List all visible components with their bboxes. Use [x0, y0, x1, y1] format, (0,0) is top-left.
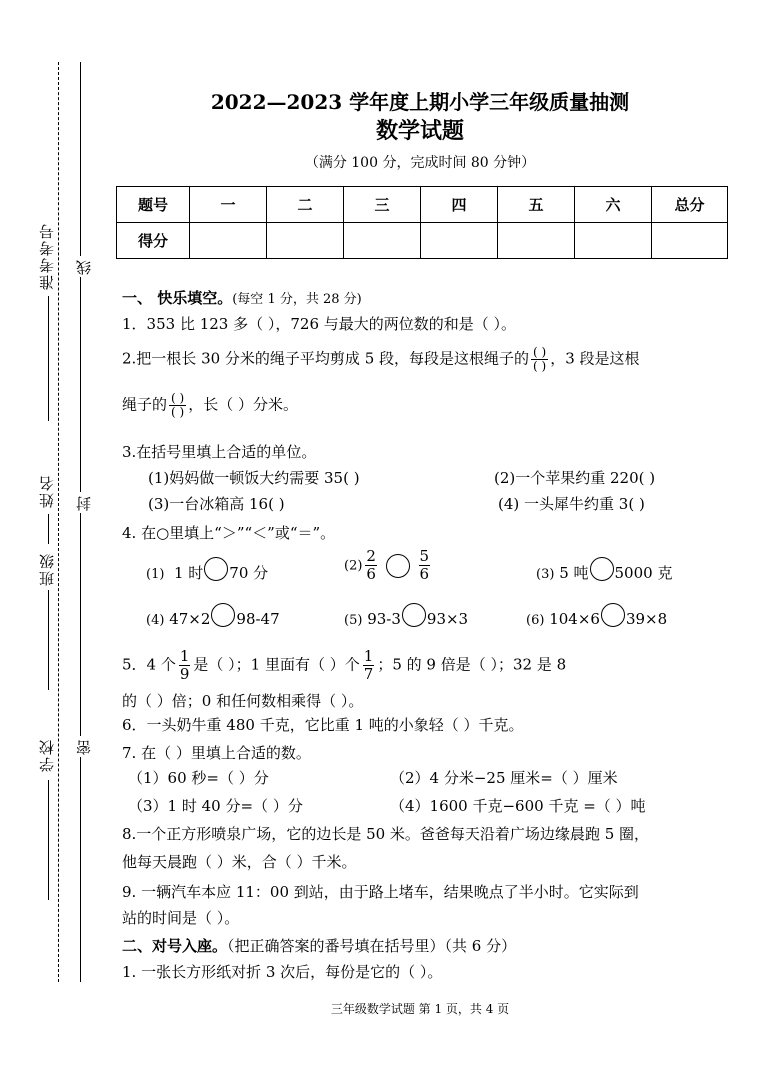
q4-2-n2: 5: [419, 547, 430, 565]
exam-id-underline: [48, 296, 49, 421]
q7-1: （1）60 秒=（ ）分: [128, 769, 269, 787]
compare-circle[interactable]: [204, 557, 228, 581]
q2-frac1-num: ( ): [533, 345, 547, 359]
seal-seal-char: 封: [75, 494, 93, 511]
q4-6: [526, 608, 667, 632]
score-table: [116, 186, 728, 259]
seal-line-char: 线: [75, 258, 93, 275]
q4-5-right: 93×3: [426, 610, 469, 628]
score-cell-label: 题号: [117, 187, 190, 223]
exam-note: （满分 100 分，完成时间 80 分钟）: [304, 155, 536, 171]
score-row-label: 得分: [117, 223, 190, 259]
score-input-6[interactable]: [575, 223, 652, 259]
q7: 7. 在（ ）里填上合适的数。: [122, 744, 311, 762]
score-cell-5: 五: [498, 187, 575, 223]
q5-f1-num: 1: [179, 647, 190, 665]
q4-2-fraction-left: [365, 548, 377, 583]
q2-frac2-num: ( ): [171, 391, 185, 405]
score-input-total[interactable]: [652, 223, 728, 259]
q9-line2: 站的时间是（ ）。: [122, 909, 240, 927]
q4: 4. 在○里填上“＞”“＜”或“＝”。: [122, 524, 336, 542]
q4-2-n1: 2: [366, 547, 376, 565]
binding-solid-line: [80, 62, 81, 982]
compare-circle[interactable]: [590, 557, 614, 581]
score-cell-4: 四: [421, 187, 498, 223]
q6: 6．一头奶牛重 480 千克，它比重 1 吨的小象轻（ ）千克。: [122, 716, 524, 734]
page-footer: 三年级数学试题 第 1 页，共 4 页: [330, 1002, 510, 1016]
q5-fraction-1: [179, 648, 191, 683]
section2-title: [122, 935, 516, 956]
exam-title: 2022—2023 学年度上期小学三年级质量抽测: [210, 90, 630, 114]
q7-2: （2）4 分米−25 厘米=（ ）厘米: [390, 769, 618, 787]
score-input-3[interactable]: [344, 223, 421, 259]
q4-2-fraction-right: [419, 548, 431, 583]
exam-subject: 数学试题: [375, 118, 464, 144]
score-cell-1: 一: [190, 187, 267, 223]
q2-text-d: ，长（ ）分米。: [188, 395, 298, 414]
score-input-2[interactable]: [267, 223, 344, 259]
section2-points: （把正确答案的番号填在括号里）（共 6 分）: [227, 937, 517, 955]
q5-fraction-2: [363, 648, 375, 683]
q5-text-c: ；5 的 9 倍是（ ）；32 是 8: [377, 655, 567, 674]
compare-circle[interactable]: [601, 603, 625, 627]
name-underline: [48, 514, 49, 544]
q3-2: (2)一个苹果约重 220( ): [494, 469, 656, 487]
q4-5-label: (5): [344, 613, 363, 628]
q4-1-left: 1 时: [173, 564, 204, 582]
q3-4: (4) 一头犀牛约重 3( ): [498, 495, 645, 513]
q2-fraction-2: [169, 392, 186, 419]
q4-3-left: 5 吨: [559, 564, 589, 582]
q4-4-label: (4): [146, 613, 165, 628]
q5-text-a: 5．4 个: [122, 655, 176, 674]
score-table-score-row: [117, 223, 728, 259]
section2-heading: 二、对号入座。: [122, 937, 228, 955]
q3: 3.在括号里填上合适的单位。: [122, 443, 317, 461]
q4-1-label: (1): [146, 567, 165, 582]
score-cell-total: 总分: [652, 187, 728, 223]
score-table-header-row: [117, 187, 728, 223]
school-underline: [48, 780, 49, 900]
q4-5: [344, 608, 468, 632]
q5-text-b: 是（ ）；1 里面有（ ）个: [193, 655, 360, 674]
compare-circle[interactable]: [211, 603, 235, 627]
score-cell-6: 六: [575, 187, 652, 223]
q4-3: [536, 562, 672, 586]
q7-4: （4）1600 千克−600 千克 =（ ）吨: [390, 797, 646, 815]
q5-line1: [122, 648, 566, 683]
exam-id-label: 准考考号: [38, 222, 56, 290]
q7-3: （3）1 时 40 分=（ ）分: [128, 797, 303, 815]
q2-text-b: ，3 段是这根: [550, 349, 640, 368]
score-input-4[interactable]: [421, 223, 498, 259]
class-underline: [48, 590, 49, 690]
q4-2-d2: 6: [419, 565, 430, 583]
class-label: 班级: [38, 552, 56, 586]
q4-3-label: (3): [536, 567, 555, 582]
score-input-1[interactable]: [190, 223, 267, 259]
q4-2: [344, 548, 433, 583]
q2-frac1-den: ( ): [533, 359, 547, 373]
score-cell-3: 三: [344, 187, 421, 223]
q4-6-left: 104×6: [549, 610, 600, 628]
school-label: 学校: [38, 738, 56, 772]
q3-1: (1)妈妈做一顿饭大约需要 35( ): [148, 469, 360, 487]
q4-1: [146, 562, 268, 586]
q2-text-a: 2.把一根长 30 分米的绳子平均剪成 5 段，每段是这根绳子的: [122, 349, 530, 368]
q8-line1: 8.一个正方形喷泉广场，它的边长是 50 米。爸爸每天沿着广场边缘晨跑 5 圈，: [122, 825, 650, 843]
q5-f1-den: 9: [179, 665, 190, 683]
q4-5-left: 93-3: [367, 610, 401, 628]
section1-title: [122, 287, 362, 308]
name-label: 姓名: [38, 474, 56, 508]
section2-q1: 1. 一张长方形纸对折 3 次后，每份是它的（ ）。: [122, 963, 443, 981]
score-input-5[interactable]: [498, 223, 575, 259]
compare-circle[interactable]: [386, 554, 410, 578]
q3-3: (3)一台冰箱高 16( ): [148, 495, 285, 513]
q2-frac2-den: ( ): [171, 405, 185, 419]
section1-points: (每空 1 分，共 28 分): [232, 292, 362, 307]
q5-line2: 的（ ）倍；0 和任何数相乘得（ ）。: [122, 692, 364, 710]
q1: 1．353 比 123 多（ ），726 与最大的两位数的和是（ ）。: [122, 315, 517, 333]
q4-1-right: 70 分: [229, 564, 269, 582]
compare-circle[interactable]: [402, 603, 426, 627]
q4-2-d1: 6: [366, 565, 376, 583]
q8-line2: 他每天晨跑（ ）米，合（ ）千米。: [122, 853, 357, 871]
q9-line1: 9. 一辆汽车本应 11：00 到站，由于路上堵车，结果晚点了半小时。它实际到: [122, 883, 639, 901]
q2-line2: [122, 392, 298, 419]
score-cell-2: 二: [267, 187, 344, 223]
q5-f2-num: 1: [363, 647, 374, 665]
q2-line1: [122, 346, 640, 373]
q4-4: [146, 608, 280, 632]
seal-secret-char: 密: [75, 738, 93, 755]
q4-4-right: 98-47: [236, 610, 280, 628]
q4-3-right: 5000 克: [614, 564, 673, 582]
q2-text-c: 绳子的: [122, 395, 168, 414]
q4-2-label: (2): [344, 558, 363, 574]
binding-dashed-line: [58, 62, 59, 982]
q2-fraction-1: [531, 346, 548, 373]
q5-f2-den: 7: [363, 665, 374, 683]
section1-heading: 一、 快乐填空。: [122, 289, 233, 307]
q4-6-label: (6): [526, 613, 545, 628]
q4-6-right: 39×8: [625, 610, 668, 628]
q4-4-left: 47×2: [169, 610, 211, 628]
